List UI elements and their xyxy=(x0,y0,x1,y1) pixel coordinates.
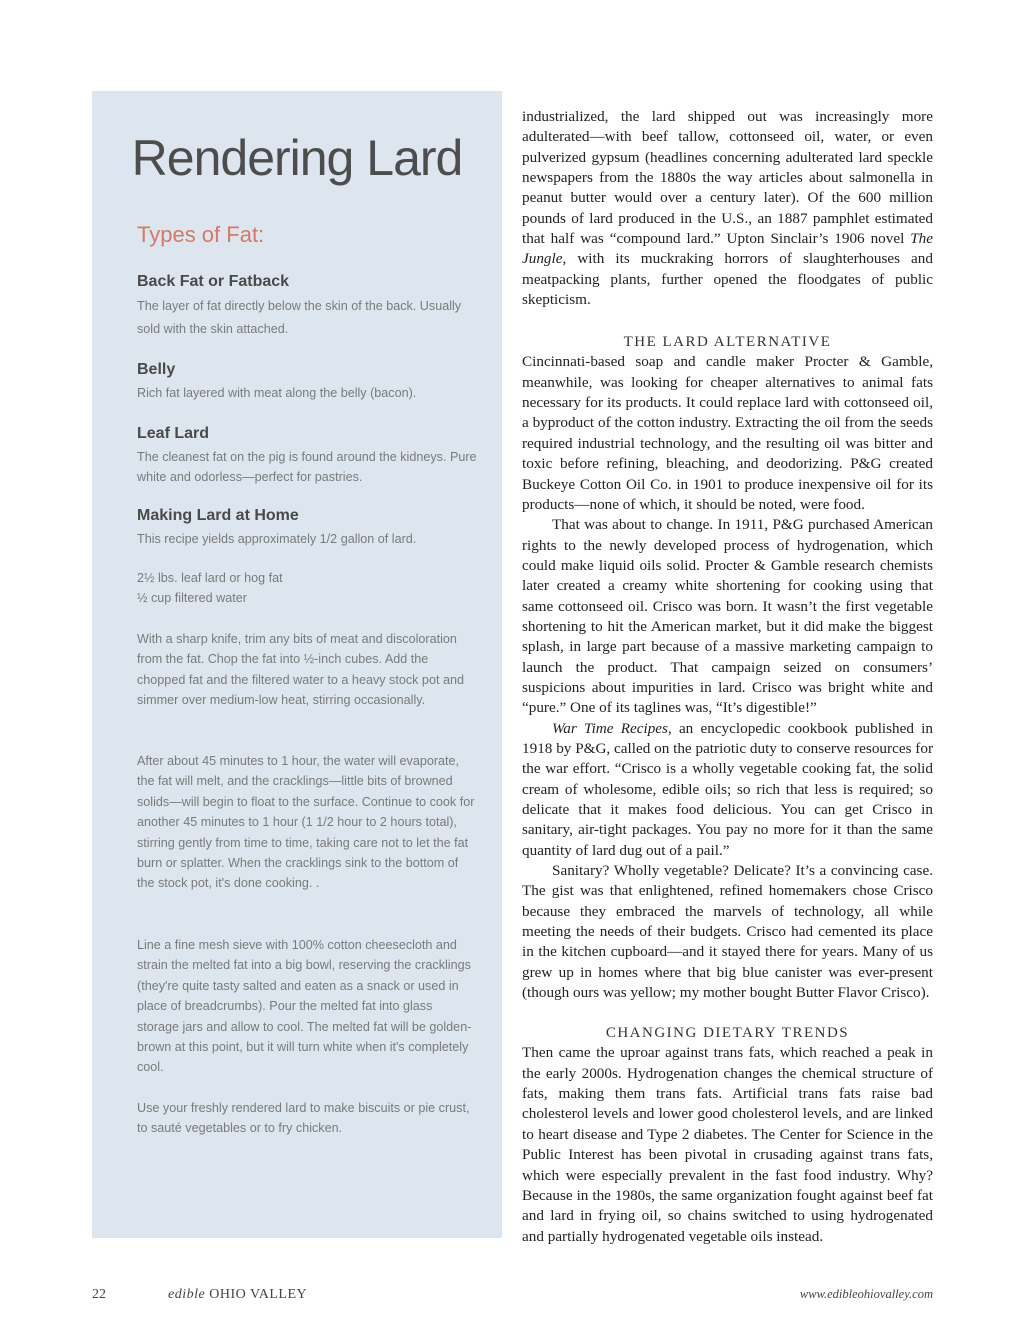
section-back-fat xyxy=(137,272,477,341)
publication-title: OHIO VALLEY xyxy=(209,1287,308,1302)
recipe-step xyxy=(137,1098,477,1139)
recipe-step xyxy=(137,751,477,894)
recipe-step xyxy=(137,629,477,711)
section-making-lard xyxy=(137,506,477,549)
page-number: 22 xyxy=(92,1287,106,1302)
footer-url: www.edibleohiovalley.com xyxy=(799,1287,933,1301)
article-subhead: THE LARD ALTERNATIVE xyxy=(623,334,832,351)
ingredients-list xyxy=(137,568,477,609)
ingredient-item: ½ cup filtered water xyxy=(137,591,247,606)
article-column xyxy=(522,107,933,1247)
section-heading: Back Fat or Fatback xyxy=(137,273,290,290)
section-leaf-lard xyxy=(137,424,477,488)
article-text: , an encyclopedic cookbook published in 1918 by P&G, called on the patriotic duty to conserve resources for the war effort. “Crisco is a wholly vegetable cooking fat, the solid cream of wholesome, edible oils; so rich that less is required; so delicate that it makes food delicious. You can get Crisco in sanitary, air-tight packages. You pay no more for it than the same quantity of lard dug out of a pail.” xyxy=(522,719,933,859)
book-title: War Time Recipes xyxy=(552,719,668,737)
book-title: The Jungle xyxy=(522,230,933,268)
article-paragraph: Cincinnati-based soap and candle maker Procter & Gamble, meanwhile, was looking for cheaper alternatives to animal fats necessary for its products. It could replace lard with cottonseed oil, a byproduct of the cotton industry. Extracting the oil from the seeds required industrial technology, and the resulting oil was bitter and toxic before refining, bleaching, and deodorizing. P&G created Buckeye Cotton Oil Co. in 1901 to produce inexpensive oil for its products—none of which, it should be noted, were food. xyxy=(522,353,933,513)
ingredient-item: 2½ lbs. leaf lard or hog fat xyxy=(137,571,283,585)
section-body: This recipe yields approximately 1/2 gallon of lard. xyxy=(137,532,417,546)
article-subhead: CHANGING DIETARY TRENDS xyxy=(605,1025,850,1042)
section-body: Rich fat layered with meat along the belly (bacon). xyxy=(137,386,417,400)
section-belly xyxy=(137,360,477,403)
section-heading: Belly xyxy=(137,361,176,378)
publication-italic: edible xyxy=(168,1287,206,1302)
section-heading: Leaf Lard xyxy=(137,425,210,442)
recipe-step xyxy=(137,935,477,1078)
sidebar-title: Rendering Lard xyxy=(131,130,463,186)
article-text: industrialized, the lard shipped out was increasingly more adulterated—with beef tallow, cottonseed oil, water, or even pulverized gypsum (headlines concerning adulterated lard speckle newspapers from the 1880s the way articles about salmonella in peanut butter would over a century later). Of the 600 million pounds of lard produced in the U.S., an 1887 pamphlet estimated that half was “compound lard.” Upton Sinclair’s 1906 novel xyxy=(522,108,933,248)
article-paragraph: That was about to change. In 1911, P&G purchased American rights to the newly developed process of hydrogenation, which could make liquid oils solid. Procter & Gamble research chemists later created a creamy white shortening for cooking using that same cottonseed oil. Crisco was born. It wasn’t the first vegetable shortening to hit the American market, but it did make the biggest splash, in large part because of a massive marketing campaign to launch the product. That campaign seized on consumers’ suspicions about impurities in lard. Crisco was bright white and “pure.” One of its taglines was, “It’s digestible!” xyxy=(522,516,933,717)
article-paragraph xyxy=(522,719,933,861)
article-paragraph: Then came the uproar against trans fats, which reached a peak in the early 2000s. Hydrogenation changes the chemical structure of fats, making them trans fats. Artificial trans fats raise bad cholesterol levels and lower good cholesterol levels, and are linked to heart disease and Type 2 diabetes. The Center for Science in the Public Interest has been pivotal in crusading against trans fats, which were especially prevalent in the fast food industry. Why? Because in the 1980s, the same organization fought against beef fat and lard in frying oil, so chains switched to using hydrogenated and partially hydrogenated vegetable oils instead. xyxy=(522,1044,933,1245)
sidebar-subtitle: Types of Fat: xyxy=(137,222,265,247)
recipe-step-text: Use your freshly rendered lard to make biscuits or pie crust, to sauté vegetables or to fry chicken. xyxy=(137,1101,470,1136)
section-body: The cleanest fat on the pig is found around the kidneys. Pure white and odorless—perfect for pastries. xyxy=(137,450,477,485)
article-text: , with its muckraking horrors of slaughterhouses and meatpacking plants, further opened the floodgates of public skepticism. xyxy=(522,250,933,309)
publication-name xyxy=(168,1287,307,1303)
section-heading: Making Lard at Home xyxy=(137,507,299,524)
article-paragraph: Sanitary? Wholly vegetable? Delicate? It’s a convincing case. The gist was that enlightened, refined homemakers chose Crisco because they embraced the marvels of technology, all while meeting the needs of their budgets. Crisco had cemented its place in the kitchen cupboard—and it stayed there for years. Many of us grew up in homes where that big blue canister was ever-present (though ours was yellow; my mother bought Butter Flavor Crisco). xyxy=(522,862,933,1002)
article-paragraph xyxy=(522,107,933,310)
recipe-step-text: With a sharp knife, trim any bits of meat and discoloration from the fat. Chop the fat into ½-inch cubes. Add the chopped fat and the filtered water to a heavy stock pot and simmer over medium-low heat, stirring occasionally. xyxy=(137,632,464,708)
recipe-step-text: After about 45 minutes to 1 hour, the water will evaporate, the fat will melt, and the cracklings—little bits of browned solids—will begin to float to the surface. Continue to cook for another 45 minutes to 1 hour (1 1/2 hour to 2 hours total), stirring gently from time to time, taking care not to let the fat burn or splatter. When the cracklings sink to the bottom of the stock pot, it's done cooking. . xyxy=(137,754,475,891)
section-body: The layer of fat directly below the skin of the back. Usually sold with the skin attached. xyxy=(137,299,462,336)
recipe-step-text: Line a fine mesh sieve with 100% cotton cheesecloth and strain the melted fat into a big bowl, reserving the cracklings (they're quite tasty salted and eaten as a snack or used in place of breadcrumbs). Pour the melted fat into glass storage jars and allow to cool. The melted fat will be golden-brown at this point, but it will turn white when it's completely cool. xyxy=(137,938,472,1075)
